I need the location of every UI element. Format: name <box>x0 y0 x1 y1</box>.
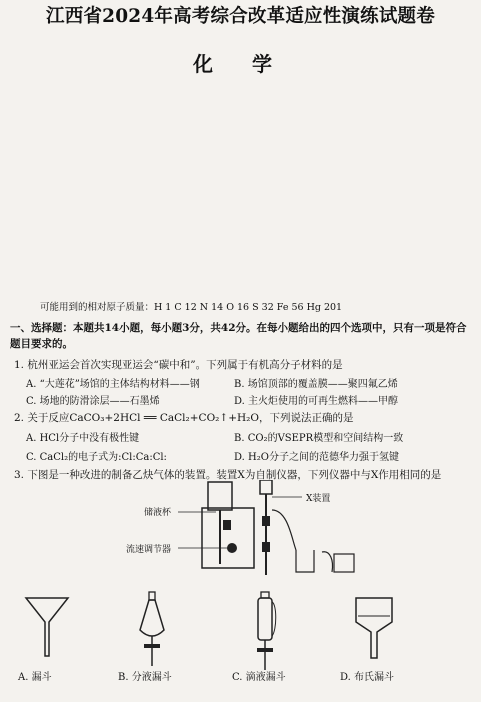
funnel-icon <box>22 592 72 662</box>
subject-heading: 化 学 <box>193 52 288 76</box>
label-flow-regulator: 流速调节器 <box>126 545 172 555</box>
q2-option-c: C. CaCl₂的电子式为:Cl:Ca:Cl: <box>26 452 167 463</box>
dropping-funnel-icon <box>245 590 285 674</box>
q2-option-d: D. H₂O分子之间的范德华力强于氢键 <box>234 452 399 463</box>
section-heading: 一、选择题：本题共14小题，每小题3分，共42分。在每小题给出的四个选项中，只有一项是符合题目要求的。 <box>10 322 467 350</box>
instrument-d-label: D. 布氏漏斗 <box>340 672 395 683</box>
atomic-masses-note: 可能用到的相对原子质量：H 1 C 12 N 14 O 16 S 32 Fe 56 Hg 201 <box>40 302 343 313</box>
instrument-b-label: B. 分液漏斗 <box>118 672 172 683</box>
q2-option-b: B. CO₂的VSEPR模型和空间结构一致 <box>234 433 404 444</box>
instrument-a-label: A. 漏斗 <box>18 672 52 683</box>
question-3-stem: 3. 下图是一种改进的制备乙炔气体的装置。装置X为自制仪器，下列仪器中与X作用相同的是 <box>14 469 442 481</box>
label-liquid-cup: 储液杯 <box>144 508 172 518</box>
q1-option-b: B. 场馆顶部的覆盖膜——聚四氟乙烯 <box>234 379 398 390</box>
q1-option-d: D. 主火炬使用的可再生燃料——甲醇 <box>234 396 399 407</box>
separatory-funnel-icon <box>132 590 172 670</box>
exam-title: 江西省2024年高考综合改革适应性演练试题卷 <box>46 6 435 27</box>
acetylene-apparatus-figure <box>120 480 380 580</box>
label-x-device: X装置 <box>306 494 331 504</box>
buchner-funnel-icon <box>350 592 398 664</box>
instrument-c-label: C. 滴液漏斗 <box>232 672 286 683</box>
question-1-stem: 1. 杭州亚运会首次实现亚运会“碳中和”。下列属于有机高分子材料的是 <box>14 359 343 371</box>
q2-option-a: A. HCl分子中没有极性键 <box>26 433 140 444</box>
q1-option-a: A. “大莲花”场馆的主体结构材料——钢 <box>26 379 200 390</box>
q1-option-c: C. 场地的防滑涂层——石墨烯 <box>26 396 160 407</box>
question-2-stem: 2. 关于反应CaCO₃+2HCl ══ CaCl₂+CO₂↑+H₂O，下列说法正确的是 <box>14 412 354 424</box>
